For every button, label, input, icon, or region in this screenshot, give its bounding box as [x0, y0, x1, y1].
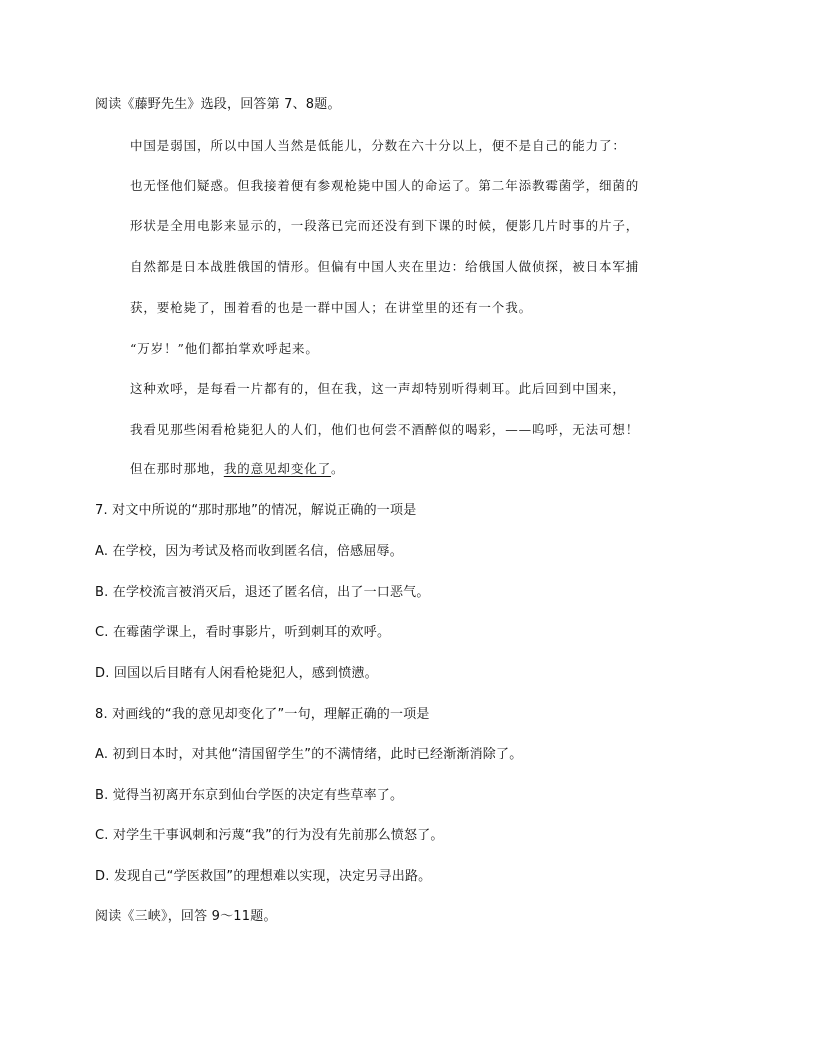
option-a: A. 初到日本时，对其他“清国留学生”的不满情绪，此时已经渐渐消除了。 — [95, 747, 523, 762]
passage-line: 中国是弱国，所以中国人当然是低能儿，分数在六十分以上，便不是自己的能力了： — [130, 138, 626, 153]
option-d: D. 回国以后目睹有人闲看枪毙犯人，感到愤懑。 — [95, 666, 378, 681]
passage-line: 形状是全用电影来显示的，一段落已完而还没有到下课的时候，便影几片时事的片子， — [130, 218, 640, 233]
option-c: C. 对学生干事讽刺和污蔑“我”的行为没有先前那么愤怒了。 — [95, 828, 444, 843]
passage-line: 我看见那些闲看枪毙犯人的人们，他们也何尝不酒醉似的喝彩，——呜呼，无法可想！ — [130, 422, 640, 437]
passage-line: “万岁！”他们都拍掌欢呼起来。 — [130, 341, 319, 356]
passage-line: 获，要枪毙了，围着看的也是一群中国人；在讲堂里的还有一个我。 — [130, 300, 533, 315]
passage-text: 但在那时那地， — [130, 461, 224, 476]
question-stem: 7. 对文中所说的“那时那地”的情况，解说正确的一项是 — [95, 503, 417, 518]
question-stem: 8. 对画线的“我的意见却变化了”一句，理解正确的一项是 — [95, 707, 430, 722]
option-d: D. 发现自己“学医救国”的理想难以实现，决定另寻出路。 — [95, 869, 432, 884]
option-b: B. 在学校流言被消灭后，退还了匿名信，出了一口恶气。 — [95, 585, 430, 600]
section-heading: 阅读《藤野先生》选段，回答第 7、8题。 — [95, 97, 341, 112]
passage-last-line — [130, 463, 344, 476]
passage-line: 自然都是日本战胜俄国的情形。但偏有中国人夹在里边：给俄国人做侦探，被日本军捕 — [130, 259, 640, 274]
underlined-sentence: 我的意见却变化了 — [223, 461, 332, 476]
passage-line: 也无怪他们疑惑。但我接着便有参观枪毙中国人的命运了。第二年添教霉菌学，细菌的 — [130, 178, 640, 193]
section-heading: 阅读《三峡》，回答 9～11题。 — [95, 909, 277, 924]
option-a: A. 在学校，因为考试及格而收到匿名信，倍感屈辱。 — [95, 544, 403, 559]
option-b: B. 觉得当初离开东京到仙台学医的决定有些草率了。 — [95, 788, 404, 803]
passage-line: 这种欢呼，是每看一片都有的，但在我，这一声却特别听得刺耳。此后回到中国来， — [130, 381, 626, 396]
passage-text: 。 — [331, 461, 345, 476]
option-c: C. 在霉菌学课上，看时事影片，听到刺耳的欢呼。 — [95, 625, 391, 640]
